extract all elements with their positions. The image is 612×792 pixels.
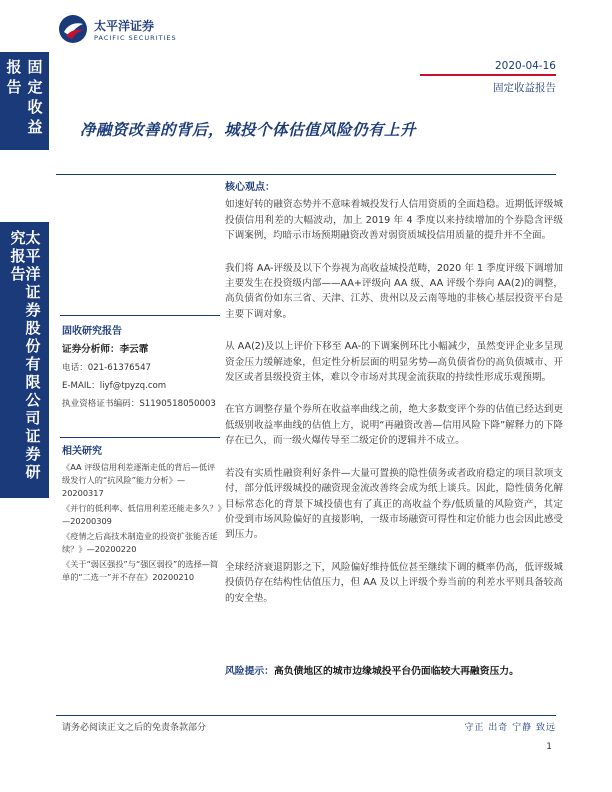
footer-divider (56, 715, 556, 716)
related-item[interactable]: 《并行的低利率、低信用利差还能走多久？》—20200309 (62, 503, 222, 526)
main-content (225, 180, 563, 606)
related-item[interactable]: 《AA 评级信用利差逐渐走低的背后—低评级发行人的“抗风险”能力分析》—20200317 (62, 462, 216, 498)
band-report-type-text: 固定收益报告 (4, 59, 44, 139)
page-title: 净融资改善的背后，城投个体估值风险仍有上升 (80, 121, 417, 139)
risk-warning-label: 风险提示： (225, 666, 274, 677)
footer-motto: 守正 出奇 宁静 致远 (464, 723, 556, 733)
title-divider (56, 174, 556, 175)
side-report-heading: 固收研究报告 (62, 326, 122, 337)
paragraph-1: 如速好转的融资态势并不意味着城投发行人信用资质的全面趋稳。近期低评级城投债信用利差的大幅波动，加上 2019 年 4 季度以来持续增加的个券隐含评级下调案例，均暗示市场预期融资改善对弱资质城投信用质量的提升并不全面。 (225, 199, 563, 242)
paragraph-3: 从 AA(2)及以上评价下移至 AA-的下调案例环比小幅减少，虽然变评企业多呈现资金压力缓解迹象，但定性分析层面的明显劣势—高负债省份的高负债城市、开发区或者县级投资主体，难以令市场对其现金流获取的持续性形成乐观预期。 (225, 341, 563, 384)
analyst-info (62, 322, 222, 409)
sidebar-band-company (0, 222, 49, 498)
related-heading: 相关研究 (62, 446, 102, 457)
report-date: 2020-04-16 (494, 60, 556, 72)
analyst-license: 执业资格证书编码：S1190518050003 (62, 399, 216, 409)
paragraph-6: 全球经济衰退阴影之下，风险偏好维持低位甚至继续下调的概率仍高，低评级城投债仍存在结构性估值压力，但 AA 及以上评级个券当前的利差水平则具备较高的安全垫。 (225, 561, 563, 604)
analyst-phone: 电话：021-61376547 (62, 363, 152, 373)
paragraph-2: 我们将 AA-评级及以下个券视为高收益城投范畴，2020 年 1 季度评级下调增加主要发生在投资级内部——AA+评级向 AA 级、AA 评级个券向 AA(2)的调整，高负债省份如东三省、天津、江苏、贵州以及云南等地的非核心基层投资平台是主要下调对象。 (225, 262, 563, 320)
related-research (62, 442, 222, 584)
band-company-text: 太平洋证券股份有限公司证券研究报告 (8, 230, 42, 482)
header-accent-line (420, 74, 556, 76)
paragraph-5: 若没有实质性融资利好条件—大量可置换的隐性债务或者政府稳定的项目款项支付，部分低评级城投的融资现金流改善终会成为纸上谈兵。因此，隐性债务化解目标常态化的背景下城投债也有了真正的高收益个券/低质量的风险资产，其定价受到市场风险偏好的直接影响，一级市场融资可得性和定价能力也会因此感受到压力。 (225, 467, 563, 541)
page-number: 1 (546, 742, 552, 752)
risk-warning-text: 高负债地区的城市边缘城投平台仍面临较大再融资压力。 (273, 666, 519, 677)
analyst-email[interactable]: E-MAIL：liyf@tpyzq.com (62, 381, 167, 391)
related-item[interactable]: 《关于“弱区强投”与“强区弱投”的选择—简单的“二选一”并不存在》20200210 (62, 559, 219, 582)
company-logo (58, 14, 198, 48)
sidebar-band-report-type (0, 52, 49, 150)
analyst-label: 证券分析师： (62, 344, 120, 355)
core-view-heading: 核心观点： (225, 182, 275, 193)
related-item[interactable]: 《疫情之后高技术制造业的投资扩张能否延续？》—20200220 (62, 531, 218, 554)
side-divider-mid (60, 437, 220, 438)
footer-disclaimer: 请务必阅读正文之后的免责条款部分 (62, 723, 207, 733)
logo-chinese-name: 太平洋证券 (94, 19, 155, 33)
analyst-name: 李云霏 (119, 344, 149, 355)
logo-english-name: PACIFIC SECURITIES (94, 34, 177, 42)
report-type-label: 固定收益报告 (493, 82, 556, 94)
paragraph-4: 在官方调整存量个券所在收益率曲线之前，绝大多数变评个券的估值已经达到更低级别收益率曲线的估值上方，说明“再融资改善—信用风险下降”解释力的下降存在已久，而一级火爆传导至二级定价的逻辑并不成立。 (225, 404, 563, 447)
risk-warning (225, 663, 519, 677)
pacific-logo-icon (58, 14, 88, 44)
side-divider-top (60, 315, 220, 316)
